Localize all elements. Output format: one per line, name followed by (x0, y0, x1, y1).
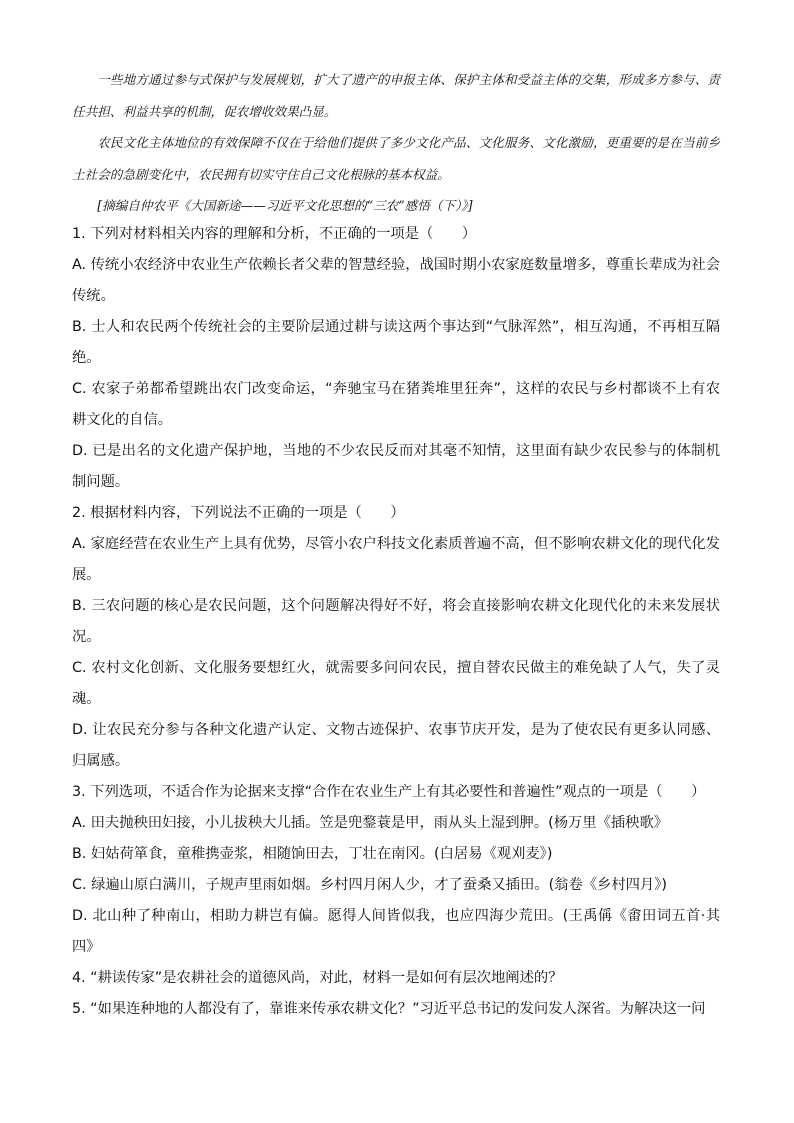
option-d: D. 已是出名的文化遗产保护地，当地的不少农民反而对其毫不知情，这里面有缺少农民参与的体制机制问题。 (72, 443, 720, 490)
option-c: C. 农家子弟都希望跳出农门改变命运，“奔驰宝马在猪粪堆里狂奔”，这样的农民与乡村都谈不上有农耕文化的自信。 (72, 381, 720, 428)
question-stem: 4. “耕读传家”是农耕社会的道德风尚，对此，材料一是如何有层次地阐述的？ (72, 970, 563, 986)
option-d: D. 北山种了种南山，相助力耕岂有偏。愿得人间皆似我，也应四海少荒田。(王禹偁《畬田词五首·其四》 (72, 908, 720, 955)
question-2 (72, 498, 720, 777)
option-a: A. 家庭经营在农业生产上具有优势，尽管小农户科技文化素质普遍不高，但不影响农耕文化的现代化发展。 (72, 536, 720, 583)
option-d: D. 让农民充分参与各种文化遗产认定、文物古迹保护、农事节庆开发，是为了使农民有更多认同感、归属感。 (72, 722, 720, 769)
question-4 (72, 963, 720, 994)
question-stem: 1. 下列对材料相关内容的理解和分析，不正确的一项是（ ） (72, 226, 477, 242)
question-stem: 2. 根据材料内容，下列说法不正确的一项是（ ） (72, 505, 405, 521)
passage-paragraph: 农民文化主体地位的有效保障不仅在于给他们提供了多少文化产品、文化服务、文化激励，更重要的是在当前乡土社会的急剧变化中，农民拥有切实守住自己文化根脉的基本权益。 (72, 135, 720, 182)
question-stem: 5. “如果连种地的人都没有了，靠谁来传承农耕文化？”习近平总书记的发问发人深省。为解决这一问 (72, 1001, 706, 1017)
option-b: B. 三农问题的核心是农民问题，这个问题解决得好不好，将会直接影响农耕文化现代化的未来发展状况。 (72, 598, 720, 645)
question-5 (72, 994, 720, 1025)
option-a: A. 田夫抛秧田妇接，小儿拔秧大儿插。笠是兜鍪蓑是甲，雨从头上湿到胛。(杨万里《插秧歌》 (72, 815, 669, 831)
passage-source: [摘编自仲农平《大国新途——习近平文化思想的“三农”感悟（下）》] (97, 198, 473, 213)
reading-passage (72, 64, 720, 222)
question-stem: 3. 下列选项，不适合作为论据来支撑“合作在农业生产上有其必要性和普遍性”观点的一项是（ ） (72, 784, 706, 800)
question-3 (72, 777, 720, 963)
question-list (72, 219, 720, 1025)
option-c: C. 绿遍山原白满川，子规声里雨如烟。乡村四月闲人少，才了蚕桑又插田。(翁卷《乡村四月》) (72, 877, 667, 893)
option-b: B. 士人和农民两个传统社会的主要阶层通过耕与读这两个事达到“气脉浑然”，相互沟通，不再相互隔绝。 (72, 319, 720, 366)
question-1 (72, 219, 720, 498)
option-a: A. 传统小农经济中农业生产依赖长者父辈的智慧经验，战国时期小农家庭数量增多，尊重长辈成为社会传统。 (72, 257, 720, 304)
option-b: B. 妇姑荷箪食，童稚携壶浆，相随饷田去，丁壮在南冈。(白居易《观刈麦》) (72, 846, 553, 862)
option-c: C. 农村文化创新、文化服务要想红火，就需要多问问农民，擅自替农民做主的难免缺了人气，失了灵魂。 (72, 660, 720, 707)
passage-paragraph: 一些地方通过参与式保护与发展规划，扩大了遗产的申报主体、保护主体和受益主体的交集，形成多方参与、责任共担、利益共享的机制，促农增收效果凸显。 (72, 72, 720, 119)
